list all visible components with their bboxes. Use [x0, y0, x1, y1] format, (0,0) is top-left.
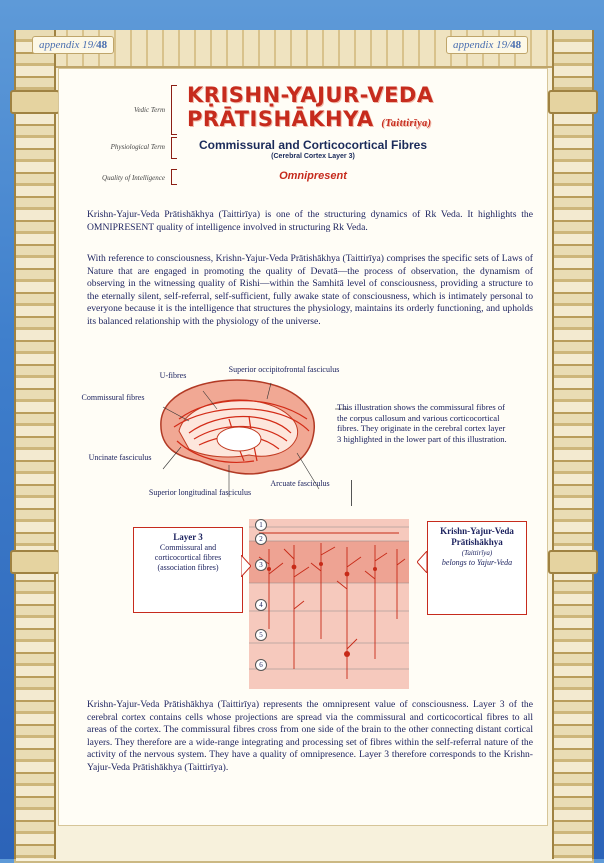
appendix-label-right	[446, 36, 528, 54]
layer-markers	[255, 519, 267, 689]
quality-value: Omnipresent	[279, 170, 347, 182]
vedic-title-text: PRĀTISHĀKHYA	[187, 107, 374, 131]
vedic-box-sub: (Taittirīya)	[461, 549, 493, 557]
vedic-box-italic: belongs to Yajur-Veda	[441, 558, 513, 567]
layer3-box-text: Commissural and corticocortical fibres (association fibres)	[154, 543, 222, 572]
physiological-subtitle: (Cerebral Cortex Layer 3)	[271, 153, 355, 160]
label-arcuate-fasciculus: Arcuate fasciculus	[270, 479, 330, 488]
label-u-fibres: U-fibres	[159, 371, 187, 380]
intro-paragraph-2: With reference to consciousness, Krishn-Yajur-Veda Prātishākhya (Taittirīya) comprises the specific sets of Laws of Nature that are engaged in promoting the quality of Devatā—the process of observation, the dynamism of observing in the witnessing quality of Rishi—within the Samhitā level of consciousness, providing a structure to the eternally silent, self-referral, self-sufficient, fully awake state of consciousness, which is intimately personal to everyone because it is the intelligence that structures the physiology, maintains its orderly functioning, and upholds its balanced relationship with the physiology of the universe.	[87, 253, 533, 327]
layer3-callout-box	[133, 527, 243, 613]
vedic-callout-box	[427, 521, 527, 615]
content-page	[58, 68, 548, 826]
appendix-label-left	[32, 36, 114, 54]
appendix-text-left: appendix 19/	[39, 39, 97, 51]
layer3-box-title: Layer 3	[173, 532, 203, 542]
vedic-title-suffix: (Taittirīya)	[381, 118, 432, 129]
layer-marker-5: 5	[255, 629, 267, 641]
footer-paragraph: Krishn-Yajur-Veda Prātishākhya (Taittirīya) represents the omnipresent value of consciousness. Layer 3 of the cerebral cortex contains cells whose projections are spread via the commissural and corticocortical fibres to all areas of the cortex. The commissural fibres cross from one side of the brain to the other connecting distant cortical layers. They therefore are a wide-range integrating and processing set of fibres within the self-referral nature of the activity of the nervous system. They have a quality of omnipresence. Layer 3 therefore corresponds to the Krishn-Yajur-Veda Prātishākhya (Taittirīya).	[87, 699, 533, 773]
physio-bracket	[171, 137, 177, 159]
vedic-bracket	[171, 85, 177, 135]
appendix-number-left: 48	[96, 39, 108, 51]
illustration-caption: This illustration shows the commissural fibres of the corpus callosum and various corticocortical fibres. They originate in the cerebral cortex layer 3 highlighted in the lower part of this illustration.	[337, 402, 507, 444]
left-pillar-ornament	[14, 30, 56, 859]
physiological-title: Commissural and Corticocortical Fibres	[198, 138, 428, 152]
right-pillar-ornament	[552, 30, 594, 859]
layer-marker-6: 6	[255, 659, 267, 671]
appendix-text-right: appendix 19/	[453, 39, 511, 51]
cortex-layers-diagram	[249, 519, 409, 689]
vedic-box-title: Krishn-Yajur-Veda Prātishākhya	[440, 526, 514, 547]
layer-marker-1: 1	[255, 519, 267, 531]
layer-marker-3: 3	[255, 559, 267, 571]
label-superior-occipitofrontal: Superior occipitofrontal fasciculus	[228, 365, 340, 374]
intro-paragraph-1: Krishn-Yajur-Veda Prātishākhya (Taittirīya) is one of the structuring dynamics of Rk Veda. It highlights the OMNIPRESENT quality of intelligence involved in structuring Rk Veda.	[87, 209, 533, 233]
layer-marker-4: 4	[255, 599, 267, 611]
quality-label: Quality of Intelligence	[102, 174, 165, 182]
right-callout-pointer	[417, 551, 427, 573]
vedic-title-line2	[187, 107, 431, 136]
down-arrow-line	[351, 480, 352, 506]
quality-bracket	[171, 169, 177, 185]
vedic-term-label: Vedic Term	[133, 106, 165, 114]
physiological-term-label: Physiological Term	[110, 143, 165, 151]
appendix-number-right: 48	[510, 39, 522, 51]
label-superior-longitudinal: Superior longitudinal fasciculus	[148, 488, 252, 497]
layer-marker-2: 2	[255, 533, 267, 545]
label-uncinate-fasciculus: Uncinate fasciculus	[88, 453, 152, 462]
vedic-title-line1: KṚISHṆ-YAJUR-VEDA	[187, 83, 434, 107]
label-commissural-fibres: Commissural fibres	[81, 393, 145, 402]
left-callout-pointer	[241, 555, 251, 577]
